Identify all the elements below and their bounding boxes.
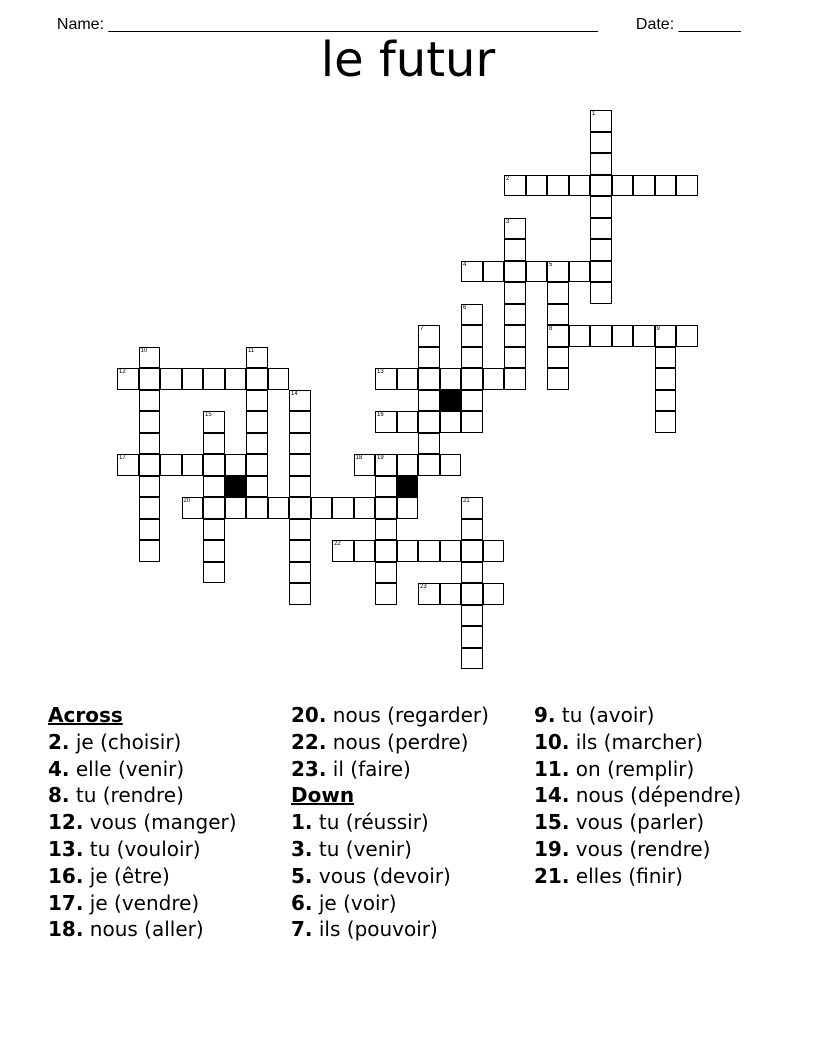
grid-cell[interactable]: [483, 540, 505, 562]
clue-number: 21: [463, 498, 470, 504]
grid-cell[interactable]: [203, 411, 225, 433]
grid-cell[interactable]: [203, 433, 225, 455]
clue-item: [48, 809, 237, 836]
clue-number-label: 22.: [291, 729, 327, 754]
grid-cell[interactable]: [246, 433, 268, 455]
grid-cell[interactable]: [461, 605, 483, 627]
grid-cell[interactable]: [375, 497, 397, 519]
grid-block: [397, 476, 419, 498]
grid-cell[interactable]: [418, 390, 440, 412]
grid-cell[interactable]: [203, 562, 225, 584]
clue-number-label: 21.: [534, 863, 570, 888]
grid-cell[interactable]: [246, 497, 268, 519]
grid-cell[interactable]: [590, 261, 612, 283]
clue-number: 18: [355, 455, 363, 461]
clue-item: [291, 836, 489, 863]
clue-text: elle (venir): [69, 756, 185, 781]
grid-cell[interactable]: [139, 454, 161, 476]
grid-cell[interactable]: [547, 368, 569, 390]
grid-cell[interactable]: [504, 261, 526, 283]
clue-number-label: 6.: [291, 890, 313, 915]
grid-cell[interactable]: [526, 175, 548, 197]
grid-cell[interactable]: [397, 497, 419, 519]
name-label: [48, 0, 598, 34]
page-title: le futur: [320, 32, 496, 88]
date-label-text: Date:: [635, 16, 679, 33]
clue-item: [48, 863, 237, 890]
grid-cell[interactable]: [461, 583, 483, 605]
grid-cell[interactable]: [311, 497, 333, 519]
grid-cell[interactable]: [289, 540, 311, 562]
grid-cell[interactable]: [461, 497, 483, 519]
grid-cell[interactable]: [289, 562, 311, 584]
clue-item: [534, 729, 741, 756]
grid-cell[interactable]: [547, 325, 569, 347]
clue-number-label: 18.: [48, 917, 84, 942]
clue-number: 14: [291, 390, 298, 397]
clue-number-label: 23.: [291, 756, 327, 781]
grid-cell[interactable]: [590, 196, 612, 218]
clue-number-label: 3.: [291, 836, 313, 861]
grid-cell[interactable]: [461, 648, 483, 670]
clue-text: nous (regarder): [326, 703, 489, 727]
clue-text: je (choisir): [69, 729, 182, 754]
date-label: [627, 0, 741, 34]
clue-text: tu (avoir): [555, 703, 655, 727]
grid-cell[interactable]: [268, 368, 290, 390]
clue-item: [534, 836, 741, 863]
clue-item: [48, 890, 237, 917]
grid-cell[interactable]: [440, 454, 462, 476]
grid-cell[interactable]: [504, 175, 526, 197]
clue-text: il (faire): [326, 756, 411, 781]
grid-cell[interactable]: [203, 476, 225, 498]
clue-number-label: 5.: [291, 863, 313, 888]
grid-cell[interactable]: [182, 368, 204, 390]
grid-cell[interactable]: [139, 347, 161, 369]
clue-item: [291, 756, 489, 783]
clue-number: 7: [420, 326, 424, 332]
clue-item: [291, 702, 489, 729]
clue-number: 23: [420, 584, 427, 590]
grid-cell[interactable]: [655, 368, 677, 390]
clue-number-label: 17.: [48, 890, 84, 915]
clue-item: [291, 890, 489, 917]
grid-cell[interactable]: [246, 368, 268, 390]
clue-number-label: 9.: [534, 703, 556, 727]
grid-cell[interactable]: [547, 175, 569, 197]
grid-cell[interactable]: [504, 218, 526, 240]
grid-cell[interactable]: [590, 218, 612, 240]
grid-cell[interactable]: [483, 583, 505, 605]
grid-cell[interactable]: [139, 497, 161, 519]
grid-cell[interactable]: [676, 175, 698, 197]
clue-item: [48, 836, 237, 863]
grid-cell[interactable]: [418, 347, 440, 369]
clue-item: [48, 782, 237, 809]
grid-cell[interactable]: [590, 132, 612, 154]
grid-cell[interactable]: [461, 325, 483, 347]
grid-cell[interactable]: [504, 304, 526, 326]
grid-cell[interactable]: [139, 390, 161, 412]
clue-number: 13: [377, 369, 384, 375]
grid-cell[interactable]: [590, 282, 612, 304]
clue-number: 15: [205, 412, 212, 418]
grid-cell[interactable]: [569, 325, 591, 347]
grid-cell[interactable]: [504, 282, 526, 304]
clue-item: [291, 863, 489, 890]
grid-cell[interactable]: [547, 347, 569, 369]
across-heading: Across: [48, 703, 123, 727]
grid-cell[interactable]: [139, 368, 161, 390]
clue-item: [534, 756, 741, 783]
grid-cell[interactable]: [655, 390, 677, 412]
clue-text: je (voir): [312, 890, 397, 915]
grid-cell[interactable]: [461, 347, 483, 369]
clue-text: tu (venir): [312, 836, 412, 861]
clue-text: nous (dépendre): [569, 783, 742, 808]
grid-cell[interactable]: [418, 411, 440, 433]
clue-text: ils (pouvoir): [312, 917, 438, 942]
clue-text: vous (manger): [83, 810, 237, 835]
grid-cell[interactable]: [590, 239, 612, 261]
grid-cell[interactable]: [461, 540, 483, 562]
grid-cell[interactable]: [547, 304, 569, 326]
grid-cell[interactable]: [483, 368, 505, 390]
grid-cell[interactable]: [182, 497, 204, 519]
grid-cell[interactable]: [461, 304, 483, 326]
grid-cell[interactable]: [354, 454, 376, 476]
grid-cell[interactable]: [504, 325, 526, 347]
clue-item: [534, 863, 741, 890]
clue-item: [534, 809, 741, 836]
clue-number-label: 1.: [291, 810, 313, 835]
clue-text: je (être): [83, 863, 170, 888]
grid-cell[interactable]: [375, 562, 397, 584]
clue-text: je (vendre): [83, 890, 200, 915]
grid-cell[interactable]: [160, 454, 182, 476]
clue-number-label: 8.: [48, 783, 70, 808]
grid-cell[interactable]: [139, 519, 161, 541]
grid-cell[interactable]: [354, 497, 376, 519]
grid-cell[interactable]: [590, 325, 612, 347]
clue-text: tu (réussir): [312, 810, 429, 835]
grid-cell[interactable]: [139, 476, 161, 498]
grid-cell[interactable]: [483, 261, 505, 283]
grid-cell[interactable]: [397, 540, 419, 562]
grid-cell[interactable]: [182, 454, 204, 476]
down-heading: Down: [291, 783, 355, 808]
grid-cell[interactable]: [289, 411, 311, 433]
grid-cell[interactable]: [655, 411, 677, 433]
grid-cell[interactable]: [354, 540, 376, 562]
clue-number: 8: [549, 326, 553, 332]
grid-cell[interactable]: [655, 325, 677, 347]
clue-item: [534, 702, 741, 729]
clue-number-label: 2.: [48, 729, 70, 754]
grid-cell[interactable]: [225, 497, 247, 519]
grid-cell[interactable]: [655, 347, 677, 369]
grid-cell[interactable]: [547, 261, 569, 283]
grid-cell[interactable]: [676, 325, 698, 347]
clue-item: [291, 809, 489, 836]
grid-cell[interactable]: [246, 390, 268, 412]
clue-item: [48, 756, 237, 783]
grid-cell[interactable]: [461, 390, 483, 412]
clue-number-label: 12.: [48, 810, 84, 835]
grid-cell[interactable]: [160, 368, 182, 390]
clue-number-label: 10.: [534, 729, 570, 754]
clue-column-3: [534, 702, 741, 890]
grid-cell[interactable]: [139, 433, 161, 455]
clue-text: nous (aller): [83, 917, 204, 942]
clue-number: 22: [334, 541, 341, 547]
grid-cell[interactable]: [547, 282, 569, 304]
clue-number: 16: [377, 412, 384, 418]
grid-cell[interactable]: [375, 476, 397, 498]
grid-cell[interactable]: [332, 540, 354, 562]
grid-cell[interactable]: [418, 583, 440, 605]
clue-number-label: 14.: [534, 783, 570, 808]
clue-number-label: 7.: [291, 917, 313, 942]
grid-cell[interactable]: [633, 175, 655, 197]
grid-cell[interactable]: [612, 325, 634, 347]
clue-item: [534, 782, 741, 809]
grid-cell[interactable]: [225, 368, 247, 390]
grid-cell[interactable]: [397, 454, 419, 476]
grid-cell[interactable]: [268, 497, 290, 519]
grid-cell[interactable]: [461, 368, 483, 390]
clue-number-label: 11.: [534, 756, 570, 781]
grid-cell[interactable]: [246, 476, 268, 498]
grid-cell[interactable]: [440, 368, 462, 390]
clue-text: tu (vouloir): [83, 836, 201, 861]
grid-cell[interactable]: [461, 562, 483, 584]
grid-cell[interactable]: [375, 411, 397, 433]
clue-number-label: 20.: [291, 703, 327, 727]
grid-cell[interactable]: [590, 110, 612, 132]
grid-cell[interactable]: [397, 368, 419, 390]
grid-cell[interactable]: [246, 411, 268, 433]
grid-cell[interactable]: [117, 454, 139, 476]
clue-number: 19: [377, 455, 384, 461]
clue-number: 10: [140, 347, 148, 354]
grid-cell[interactable]: [504, 347, 526, 369]
grid-cell[interactable]: [289, 476, 311, 498]
grid-cell[interactable]: [418, 454, 440, 476]
grid-cell[interactable]: [633, 325, 655, 347]
grid-cell[interactable]: [418, 368, 440, 390]
grid-cell[interactable]: [590, 175, 612, 197]
grid-cell[interactable]: [203, 497, 225, 519]
grid-cell[interactable]: [289, 519, 311, 541]
grid-cell[interactable]: [440, 583, 462, 605]
clue-number: 1: [592, 111, 596, 117]
grid-cell[interactable]: [289, 583, 311, 605]
grid-cell[interactable]: [203, 540, 225, 562]
grid-cell[interactable]: [461, 261, 483, 283]
name-label-text: Name:: [56, 16, 109, 33]
clue-item: [291, 916, 489, 943]
grid-cell[interactable]: [375, 540, 397, 562]
date-line[interactable]: _______: [678, 16, 741, 33]
grid-cell[interactable]: [289, 390, 311, 412]
grid-cell[interactable]: [203, 454, 225, 476]
clue-number: 5: [549, 261, 553, 268]
clue-number: 4: [463, 261, 467, 268]
clue-column-2: [291, 702, 489, 943]
grid-cell[interactable]: [418, 325, 440, 347]
clue-number-label: 16.: [48, 863, 84, 888]
grid-cell[interactable]: [461, 411, 483, 433]
grid-cell[interactable]: [655, 175, 677, 197]
clue-text: vous (devoir): [312, 863, 451, 888]
grid-cell[interactable]: [504, 368, 526, 390]
clue-number: 6: [463, 304, 467, 311]
grid-cell[interactable]: [461, 626, 483, 648]
grid-cell[interactable]: [225, 454, 247, 476]
grid-cell[interactable]: [440, 540, 462, 562]
clue-number-label: 4.: [48, 756, 70, 781]
grid-cell[interactable]: [418, 433, 440, 455]
grid-cell[interactable]: [246, 454, 268, 476]
clue-number: 2: [506, 175, 510, 182]
clue-item: [48, 916, 237, 943]
clue-item: [48, 729, 237, 756]
grid-cell[interactable]: [117, 368, 139, 390]
name-line[interactable]: _______________________________________________________: [108, 16, 598, 33]
clue-item: [291, 729, 489, 756]
grid-cell[interactable]: [375, 454, 397, 476]
grid-cell[interactable]: [397, 411, 419, 433]
grid-cell[interactable]: [461, 519, 483, 541]
clue-number: 20: [183, 498, 191, 504]
clue-text: vous (rendre): [569, 836, 711, 861]
grid-cell[interactable]: [332, 497, 354, 519]
grid-cell[interactable]: [504, 239, 526, 261]
clue-column-1: [48, 702, 237, 943]
grid-block: [225, 476, 247, 498]
clue-number: 12: [119, 369, 126, 375]
clue-number-label: 13.: [48, 836, 84, 861]
grid-cell[interactable]: [289, 433, 311, 455]
grid-cell[interactable]: [569, 175, 591, 197]
grid-cell[interactable]: [203, 519, 225, 541]
grid-cell[interactable]: [375, 519, 397, 541]
clue-text: tu (rendre): [69, 783, 184, 808]
clue-number-label: 19.: [534, 836, 570, 861]
clue-text: on (remplir): [569, 756, 695, 781]
clue-text: elles (finir): [569, 863, 683, 888]
grid-cell[interactable]: [139, 540, 161, 562]
grid-cell[interactable]: [590, 153, 612, 175]
grid-block: [440, 390, 462, 412]
grid-cell[interactable]: [375, 368, 397, 390]
grid-cell[interactable]: [246, 347, 268, 369]
grid-cell[interactable]: [569, 261, 591, 283]
clue-number: 17: [119, 455, 126, 461]
clue-number: 11: [248, 347, 255, 354]
grid-cell[interactable]: [440, 411, 462, 433]
clue-text: vous (parler): [569, 810, 705, 835]
grid-cell[interactable]: [526, 261, 548, 283]
grid-cell[interactable]: [289, 454, 311, 476]
clue-text: ils (marcher): [569, 729, 704, 754]
grid-cell[interactable]: [375, 583, 397, 605]
grid-cell[interactable]: [139, 411, 161, 433]
clue-number-label: 15.: [534, 810, 570, 835]
grid-cell[interactable]: [289, 497, 311, 519]
grid-cell[interactable]: [203, 368, 225, 390]
clue-number: 3: [506, 218, 510, 225]
grid-cell[interactable]: [418, 540, 440, 562]
clue-text: nous (perdre): [326, 729, 469, 754]
grid-cell[interactable]: [612, 175, 634, 197]
clue-number: 9: [656, 326, 660, 332]
